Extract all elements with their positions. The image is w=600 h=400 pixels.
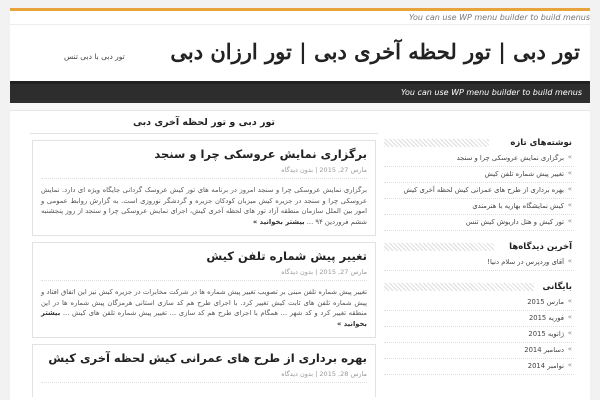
post-title[interactable]: برگزاری نمایش عروسکی چرا و سنجد	[154, 147, 367, 161]
list-item[interactable]: » برگزاری نمایش عروسکی چرا و سنجد	[384, 151, 574, 167]
list-item[interactable]: » آقای وردپرس در سلام دنیا!	[384, 255, 574, 271]
post-item	[32, 140, 376, 236]
post-excerpt	[41, 287, 367, 329]
list-item[interactable]: » تغییر پیش شماره تلفن کیش	[384, 167, 574, 183]
read-more-link[interactable]: بیشتر بخوانید »	[41, 309, 367, 328]
archives-list	[384, 295, 574, 375]
site-header	[10, 25, 590, 81]
nav-menu-hint: You can use WP menu builder to build menus	[400, 88, 582, 97]
list-item[interactable]: » نوامبر 2014	[384, 359, 574, 375]
list-item[interactable]: » مارس 2015	[384, 295, 574, 311]
title-stripes	[384, 139, 489, 147]
site-title[interactable]: تور دبی | تور لحظه آخری دبی | تور ارزان دبی	[170, 39, 580, 64]
top-menu-hint: You can use WP menu builder to build menus	[408, 13, 590, 22]
post-meta: مارس 28, 2015 | بدون دیدگاه	[41, 370, 367, 383]
post-item	[32, 344, 376, 397]
sidebar	[384, 135, 574, 400]
recent-comments-widget	[384, 239, 574, 271]
main-content	[30, 112, 378, 400]
top-bar	[10, 11, 590, 25]
widget-title-text: بایگانی	[542, 282, 572, 292]
list-item[interactable]: » بهره برداری از طرح های عمرانی کیش لحظه آخری کیش	[384, 183, 574, 199]
post-meta: مارس 27, 2015 | بدون دیدگاه	[41, 268, 367, 281]
list-item[interactable]: » دسامبر 2014	[384, 343, 574, 359]
post-title[interactable]: تغییر پیش شماره تلفن کیش	[206, 249, 367, 263]
archives-widget	[384, 279, 574, 375]
widget-title-text: نوشته‌های تازه	[510, 138, 572, 148]
title-stripes	[384, 243, 494, 251]
main-nav	[10, 81, 590, 103]
widget-title-archives	[384, 279, 574, 295]
widget-title-text: آخرین دیدگاه‌ها	[509, 242, 572, 252]
title-stripes	[384, 283, 534, 291]
category-title: تور دبی و تور لحظه آخری دبی	[30, 112, 378, 134]
list-item[interactable]: » ژانویه 2015	[384, 327, 574, 343]
recent-posts-widget	[384, 135, 574, 231]
read-more-link[interactable]: بیشتر بخوانید »	[252, 217, 305, 226]
post-excerpt-text: تغییر پیش شماره تلفن مبنی بر تصویب تغییر پیش شماره ها در شرکت مخابرات در جزیره کیش نیز این اتفاق افتاد و پیش شماره تلفن های ثابت کیش تغییر کرد. با اجرای طرح هم کد سازی استانی هرمزگان پیش شماره ها در این منطقه تغییر کرد و کد شهر ... همگام با اجرای طرح هم کد سازی ... تغییر پیش شماره تلفن های کیش ...	[41, 288, 367, 317]
list-item[interactable]: » تور کیش و هتل داریوش کیش تنس	[384, 215, 574, 231]
list-item[interactable]: » کیش نمایشگاه بهاریه با هنرمندی	[384, 199, 574, 215]
recent-comments-list	[384, 255, 574, 271]
post-meta: مارس 27, 2015 | بدون دیدگاه	[41, 166, 367, 179]
post-excerpt	[41, 185, 367, 227]
widget-title-recent-comments	[384, 239, 574, 255]
recent-posts-list	[384, 151, 574, 231]
post-excerpt-text: برگزاری نمایش عروسکی چرا و سنجد امروز در برنامه های تور کیش عروسک گردانی جایگاه ویژه ای دارد. نمایش عروسکی چرا و سنجد در جزیره کیش میزبان کودکان جزیره و گردشگر نوروزی است. به گزارش روابط عمومی و امور بین الملل سازمان منطقه آزاد تور های لحظه آخری کیش، اجرای نمایش عروسکی چرا و سنجد از روز پنجشنبه ششم فروردین ۹۴ ...	[41, 186, 367, 226]
nav-spacer	[10, 103, 590, 111]
site-tagline: تور دبی با دبی تنس	[64, 52, 125, 61]
post-title[interactable]: بهره برداری از طرح های عمرانی کیش لحظه آخری کیش	[48, 351, 367, 365]
post-item	[32, 242, 376, 338]
widget-title-recent-posts	[384, 135, 574, 151]
list-item[interactable]: » فوریه 2015	[384, 311, 574, 327]
